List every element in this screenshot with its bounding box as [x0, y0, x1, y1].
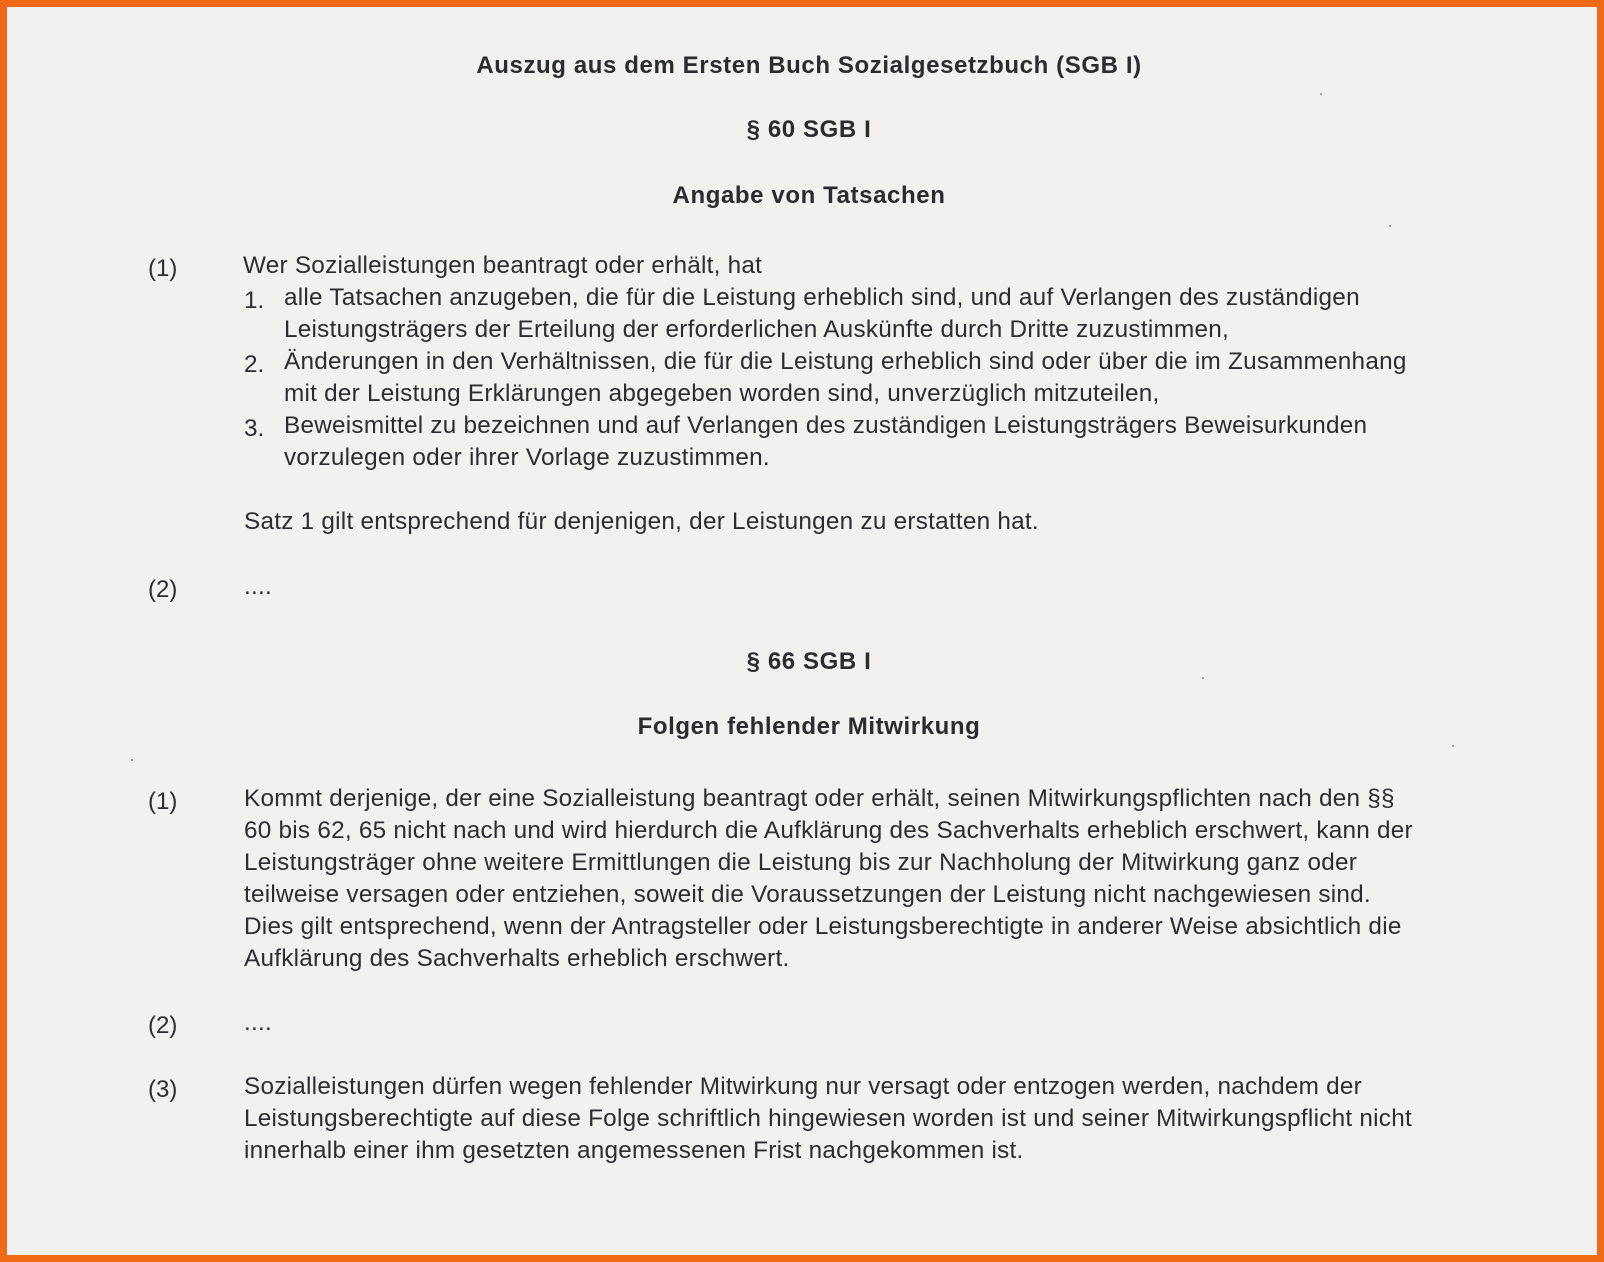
paragraph-line: Dies gilt entsprechend, wenn der Antragsteller oder Leistungsberechtigte in anderer Weise absichtlich die: [244, 913, 1402, 940]
scan-speck: [1202, 677, 1204, 679]
section-66-heading: § 66 SGB I: [746, 648, 872, 675]
list-item-line: Leistungsträgers der Erteilung der erforderlichen Auskünfte durch Dritte zuzustimmen,: [284, 316, 1229, 343]
list-item-number: 1.: [244, 287, 265, 314]
paragraph-line: innerhalb einer ihm gesetzten angemessenen Frist nachgekommen ist.: [244, 1137, 1024, 1164]
list-item-line: Änderungen in den Verhältnissen, die für die Leistung erheblich sind oder über die im Zusammenhang: [284, 348, 1407, 375]
paragraph-line: Aufklärung des Sachverhalts erheblich erschwert.: [244, 945, 790, 972]
scan-speck: [131, 759, 133, 761]
omitted-text-ellipsis: ....: [244, 1009, 273, 1036]
paragraph-intro: Wer Sozialleistungen beantragt oder erhält, hat: [243, 252, 763, 279]
paragraph-line: Kommt derjenige, der eine Sozialleistung beantragt oder erhält, seinen Mitwirkungspflichten nach den §§: [244, 785, 1395, 812]
paragraph-line: Sozialleistungen dürfen wegen fehlender Mitwirkung nur versagt oder entzogen werden, nachdem der: [244, 1073, 1363, 1100]
paragraph-number: (3): [148, 1076, 178, 1103]
list-item-line: Beweismittel zu bezeichnen und auf Verlangen des zuständigen Leistungsträgers Beweisurkunden: [284, 412, 1368, 439]
section-60-subheading: Angabe von Tatsachen: [672, 182, 946, 209]
omitted-text-ellipsis: ....: [244, 573, 273, 600]
list-item-line: vorzulegen oder ihrer Vorlage zuzustimmen.: [284, 444, 770, 471]
document-title: Auszug aus dem Ersten Buch Sozialgesetzbuch (SGB I): [476, 52, 1142, 79]
list-item-line: mit der Leistung Erklärungen abgegeben worden sind, unverzüglich mitzuteilen,: [284, 380, 1160, 407]
paragraph-line: Leistungsberechtigte auf diese Folge schriftlich hingewiesen worden ist und seiner Mitwirkungspflicht nicht: [244, 1105, 1412, 1132]
list-item-line: alle Tatsachen anzugeben, die für die Leistung erheblich sind, und auf Verlangen des zuständigen: [284, 284, 1360, 311]
section-60-heading: § 60 SGB I: [746, 116, 872, 143]
scan-speck: [1320, 93, 1322, 95]
paragraph-line: Leistungsträger ohne weitere Ermittlungen die Leistung bis zur Nachholung der Mitwirkung ganz oder: [244, 849, 1358, 876]
section-66-subheading: Folgen fehlender Mitwirkung: [637, 713, 981, 740]
paragraph-line: 60 bis 62, 65 nicht nach und wird hierdurch die Aufklärung des Sachverhalts erheblich erschwert, kann der: [244, 817, 1413, 844]
paragraph-line: teilweise versagen oder entziehen, soweit die Voraussetzungen der Leistung nicht nachgewiesen sind.: [244, 881, 1371, 908]
list-item-number: 3.: [244, 415, 265, 442]
paragraph-number: (2): [148, 576, 178, 603]
scan-speck: [1452, 745, 1454, 747]
scan-speck: [1389, 225, 1391, 227]
paragraph-number: (2): [148, 1012, 178, 1039]
paragraph-number: (1): [148, 255, 178, 282]
list-item-number: 2.: [244, 351, 265, 378]
paragraph-number: (1): [148, 788, 178, 815]
paragraph-closing-sentence: Satz 1 gilt entsprechend für denjenigen, der Leistungen zu erstatten hat.: [244, 508, 1039, 535]
